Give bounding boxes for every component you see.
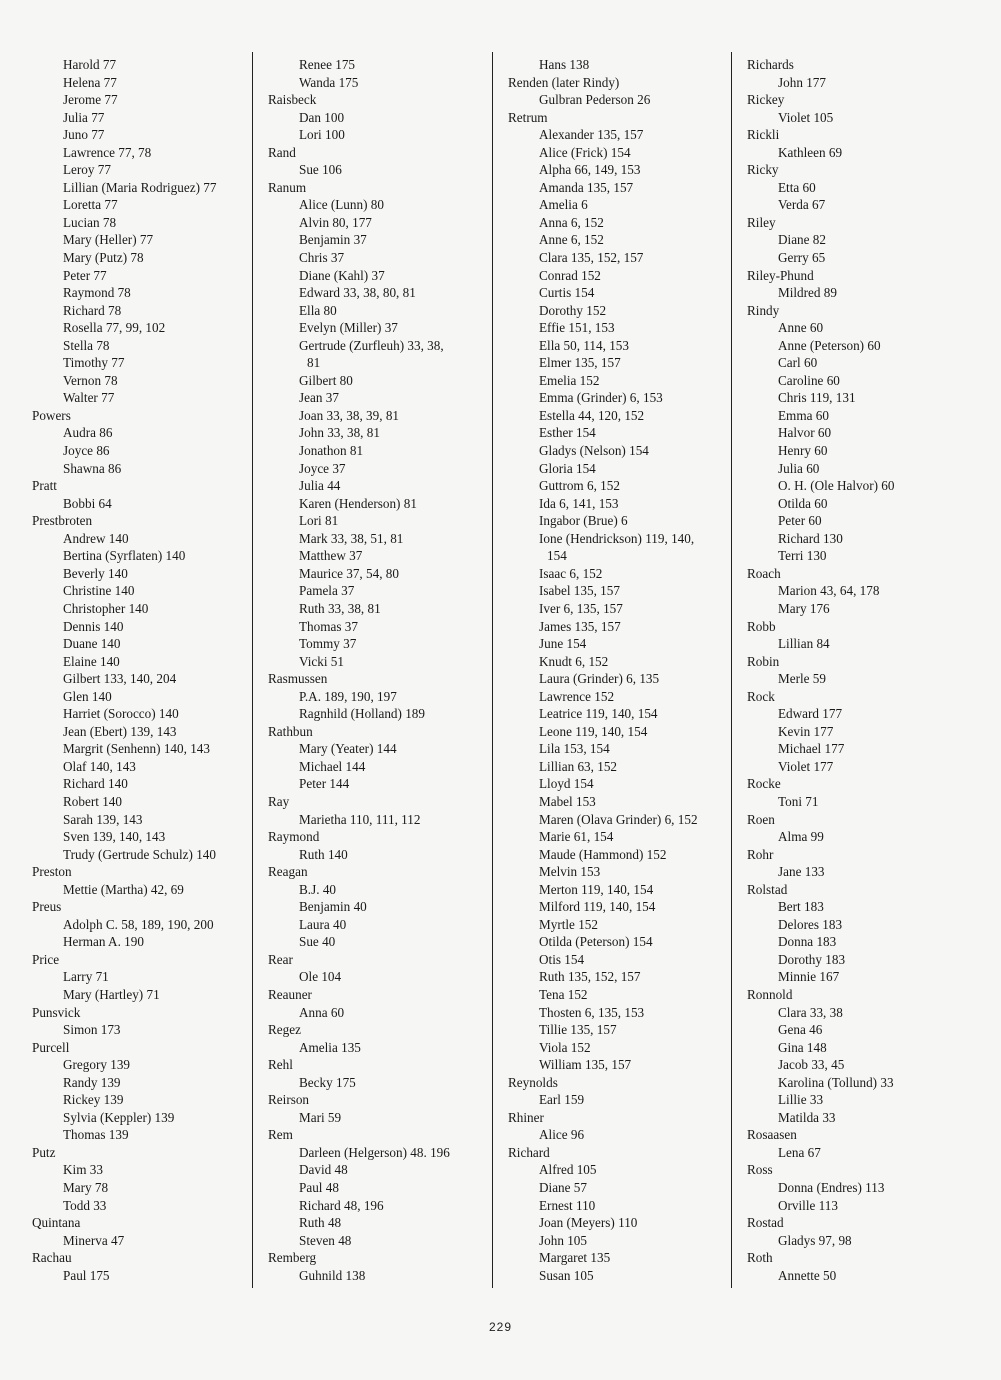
index-entry: Effie 151, 153 xyxy=(539,320,615,336)
index-entry: Pamela 37 xyxy=(299,583,355,599)
index-entry: Curtis 154 xyxy=(539,285,595,301)
index-entry: Lillian 63, 152 xyxy=(539,758,618,774)
surname-heading: Preston xyxy=(32,864,72,880)
index-entry: Renee 175 xyxy=(299,57,356,72)
index-entry-continuation: 154 xyxy=(547,548,567,564)
index-entry: John 33, 38, 81 xyxy=(299,425,380,441)
index-entry: Sylvia (Keppler) 139 xyxy=(63,1109,175,1125)
index-entry: Susan 105 xyxy=(539,1267,594,1283)
index-entry: Matilda 33 xyxy=(778,1109,836,1125)
surname-heading: Rolstad xyxy=(747,881,788,897)
surname-heading: Reagan xyxy=(268,864,308,880)
index-entry: Lillian 84 xyxy=(778,636,830,652)
index-entry: Richard 48, 196 xyxy=(299,1197,384,1213)
index-entry: Olaf 140, 143 xyxy=(63,758,136,774)
index-entry: Maurice 37, 54, 80 xyxy=(299,565,399,581)
index-entry: Mark 33, 38, 51, 81 xyxy=(299,530,404,546)
index-entry: Richard 140 xyxy=(63,776,128,792)
index-entry: James 135, 157 xyxy=(539,618,621,634)
index-entry: Todd 33 xyxy=(63,1197,107,1213)
index-entry: Rickey 139 xyxy=(63,1092,124,1108)
index-entry: Tommy 37 xyxy=(299,636,357,652)
index-entry: Karolina (Tollund) 33 xyxy=(778,1074,894,1090)
index-entry: Isabel 135, 157 xyxy=(539,583,620,599)
index-entry: Jean (Ebert) 139, 143 xyxy=(63,723,177,739)
surname-heading: Reauner xyxy=(268,986,312,1002)
index-entry: Raymond 78 xyxy=(63,285,131,301)
surname-heading: Rostad xyxy=(747,1215,784,1231)
index-entry: Lucian 78 xyxy=(63,214,117,230)
surname-heading: Putz xyxy=(32,1144,56,1160)
index-entry: Knudt 6, 152 xyxy=(539,653,609,669)
surname-heading: Rachau xyxy=(32,1250,72,1266)
surname-heading: Rem xyxy=(268,1127,293,1143)
index-entry: Darleen (Helgerson) 48. 196 xyxy=(299,1144,450,1160)
surname-heading: Renden (later Rindy) xyxy=(508,74,620,90)
index-entry: Earl 159 xyxy=(539,1092,585,1108)
column-divider xyxy=(492,52,493,1288)
index-entry: Annette 50 xyxy=(778,1267,837,1283)
index-entry: Michael 144 xyxy=(299,758,366,774)
surname-heading: Rear xyxy=(268,951,293,967)
index-entry: Alexander 135, 157 xyxy=(539,127,644,143)
index-entry: Sue 106 xyxy=(299,162,342,178)
index-entry: Alice (Frick) 154 xyxy=(539,144,631,160)
index-entry: Verda 67 xyxy=(778,197,826,213)
index-entry: Anne 60 xyxy=(778,320,824,336)
index-entry: Marion 43, 64, 178 xyxy=(778,583,880,599)
index-entry: Harold 77 xyxy=(63,57,117,72)
index-entry: Matthew 37 xyxy=(299,548,363,564)
surname-heading: Prestbroten xyxy=(32,513,93,529)
index-entry: Lila 153, 154 xyxy=(539,741,610,757)
index-column-2 xyxy=(268,56,486,1284)
index-entry: Marietha 110, 111, 112 xyxy=(299,811,421,827)
index-entry: Walter 77 xyxy=(63,390,115,406)
index-entry: Lawrence 152 xyxy=(539,688,615,704)
index-entry: Emma (Grinder) 6, 153 xyxy=(539,390,663,406)
index-entry: David 48 xyxy=(299,1162,348,1178)
index-entry: Diane 82 xyxy=(778,232,826,248)
index-entry: Kathleen 69 xyxy=(778,144,843,160)
surname-heading: Riley-Phund xyxy=(747,267,814,283)
index-entry: Leatrice 119, 140, 154 xyxy=(539,706,658,722)
index-entry: Conrad 152 xyxy=(539,267,601,283)
index-entry: Jonathon 81 xyxy=(299,443,364,459)
surname-heading: Rickey xyxy=(747,92,785,108)
surname-heading: Roach xyxy=(747,565,781,581)
index-entry: Chris 119, 131 xyxy=(778,390,856,406)
index-entry: Clara 33, 38 xyxy=(778,1004,843,1020)
index-entry: Gerry 65 xyxy=(778,250,826,266)
index-entry: Mary (Heller) 77 xyxy=(63,232,154,248)
index-entry: Duane 140 xyxy=(63,636,121,652)
index-entry: Estella 44, 120, 152 xyxy=(539,407,645,423)
index-entry: Hans 138 xyxy=(539,57,590,72)
index-entry: Etta 60 xyxy=(778,179,816,195)
index-entry: Ruth 33, 38, 81 xyxy=(299,600,381,616)
index-entry: William 135, 157 xyxy=(539,1057,632,1073)
index-entry: Dan 100 xyxy=(299,109,345,125)
index-entry: Lori 81 xyxy=(299,513,339,529)
surname-heading: Rasmussen xyxy=(268,671,328,687)
index-entry: Gina 148 xyxy=(778,1039,827,1055)
index-entry: Karen (Henderson) 81 xyxy=(299,495,417,511)
surname-heading: Rohr xyxy=(747,846,774,862)
index-entry: Julia 44 xyxy=(299,478,341,494)
index-entry: Joyce 86 xyxy=(63,443,110,459)
index-entry: Mary (Putz) 78 xyxy=(63,250,144,266)
surname-heading: Richard xyxy=(508,1144,550,1160)
index-entry: Viola 152 xyxy=(539,1039,591,1055)
index-entry: Ole 104 xyxy=(299,969,342,985)
index-entry: Amanda 135, 157 xyxy=(539,179,634,195)
index-entry: Thomas 139 xyxy=(63,1127,129,1143)
index-entry-continuation: 81 xyxy=(307,355,321,371)
surname-heading: Rock xyxy=(747,688,775,704)
index-entry: Sven 139, 140, 143 xyxy=(63,829,166,845)
index-entry: Thomas 37 xyxy=(299,618,358,634)
index-entry: Mary (Hartley) 71 xyxy=(63,986,160,1002)
surname-heading: Roth xyxy=(747,1250,773,1266)
index-entry: Benjamin 40 xyxy=(299,899,367,915)
index-entry: Becky 175 xyxy=(299,1074,356,1090)
surname-heading: Robin xyxy=(747,653,780,669)
surname-heading: Robb xyxy=(747,618,776,634)
index-entry: Emelia 152 xyxy=(539,372,600,388)
index-entry: Caroline 60 xyxy=(778,372,840,388)
index-entry: Joyce 37 xyxy=(299,460,346,476)
index-entry: Orville 113 xyxy=(778,1197,838,1213)
index-entry: Dennis 140 xyxy=(63,618,124,634)
index-entry: Benjamin 37 xyxy=(299,232,367,248)
index-entry: Minerva 47 xyxy=(63,1232,125,1248)
index-entry: Carl 60 xyxy=(778,355,818,371)
index-entry: Otilda 60 xyxy=(778,495,828,511)
surname-heading: Richards xyxy=(747,57,794,72)
page-number: 229 xyxy=(488,1320,513,1334)
index-entry: Alice (Lunn) 80 xyxy=(299,197,384,213)
index-entry: Otis 154 xyxy=(539,951,585,967)
surname-heading: Raisbeck xyxy=(268,92,317,108)
index-entry: Milford 119, 140, 154 xyxy=(539,899,656,915)
index-entry: Kevin 177 xyxy=(778,723,834,739)
index-entry: Lillian (Maria Rodriguez) 77 xyxy=(63,179,217,195)
index-entry: Herman A. 190 xyxy=(63,934,144,950)
index-entry: Ida 6, 141, 153 xyxy=(539,495,619,511)
index-entry: Alpha 66, 149, 153 xyxy=(539,162,641,178)
index-entry: Elaine 140 xyxy=(63,653,120,669)
index-entry: Shawna 86 xyxy=(63,460,122,476)
index-entry: Alfred 105 xyxy=(539,1162,597,1178)
index-entry: Vernon 78 xyxy=(63,372,118,388)
index-entry: Gulbran Pederson 26 xyxy=(539,92,651,108)
index-entry: John 177 xyxy=(778,74,826,90)
index-entry: Alice 96 xyxy=(539,1127,585,1143)
index-entry: Richard 78 xyxy=(63,302,122,318)
index-entry: Amelia 135 xyxy=(299,1039,361,1055)
index-entry: Melvin 153 xyxy=(539,864,601,880)
index-entry: Joan (Meyers) 110 xyxy=(539,1215,638,1231)
index-entry: Gregory 139 xyxy=(63,1057,131,1073)
index-entry: June 154 xyxy=(539,636,587,652)
index-entry: Violet 177 xyxy=(778,758,834,774)
index-column-1 xyxy=(32,56,250,1284)
index-entry: Donna 183 xyxy=(778,934,837,950)
index-entry: Robert 140 xyxy=(63,793,122,809)
surname-heading: Reirson xyxy=(268,1092,310,1108)
surname-heading: Ross xyxy=(747,1162,773,1178)
index-entry: Lori 100 xyxy=(299,127,345,143)
index-entry: P.A. 189, 190, 197 xyxy=(299,688,397,704)
index-entry: Mari 59 xyxy=(299,1109,342,1125)
index-entry: Margrit (Senhenn) 140, 143 xyxy=(63,741,210,757)
index-entry: Wanda 175 xyxy=(299,74,359,90)
index-entry: Jacob 33, 45 xyxy=(778,1057,845,1073)
index-entry: Richard 130 xyxy=(778,530,843,546)
surname-heading: Purcell xyxy=(32,1039,70,1055)
index-entry: Julia 77 xyxy=(63,109,105,125)
index-entry: Dorothy 183 xyxy=(778,951,846,967)
index-entry: Edward 177 xyxy=(778,706,843,722)
index-entry: Terri 130 xyxy=(778,548,827,564)
index-entry: Adolph C. 58, 189, 190, 200 xyxy=(63,916,214,932)
index-entry: Diane (Kahl) 37 xyxy=(299,267,385,283)
surname-heading: Ronnold xyxy=(747,986,793,1002)
index-entry: Ella 80 xyxy=(299,302,337,318)
surname-heading: Rosaasen xyxy=(747,1127,797,1143)
index-entry: Christopher 140 xyxy=(63,600,149,616)
index-entry: Esther 154 xyxy=(539,425,596,441)
index-entry: Timothy 77 xyxy=(63,355,125,371)
column-divider xyxy=(252,52,253,1288)
index-entry: Amelia 6 xyxy=(539,197,588,213)
index-entry: Julia 60 xyxy=(778,460,820,476)
surname-heading: Rehl xyxy=(268,1057,293,1073)
surname-heading: Reynolds xyxy=(508,1074,558,1090)
index-entry: Juno 77 xyxy=(63,127,105,143)
index-entry: Vicki 51 xyxy=(299,653,344,669)
index-entry: Evelyn (Miller) 37 xyxy=(299,320,398,336)
index-entry: Peter 144 xyxy=(299,776,350,792)
index-entry: Dorothy 152 xyxy=(539,302,607,318)
index-entry: Ragnhild (Holland) 189 xyxy=(299,706,425,722)
surname-heading: Rand xyxy=(268,144,296,160)
index-entry: Gladys (Nelson) 154 xyxy=(539,443,649,459)
index-entry: Michael 177 xyxy=(778,741,845,757)
index-entry: Anna 6, 152 xyxy=(539,214,604,230)
index-entry: Maren (Olava Grinder) 6, 152 xyxy=(539,811,698,827)
index-entry: Otilda (Peterson) 154 xyxy=(539,934,653,950)
index-entry: Toni 71 xyxy=(778,793,819,809)
index-entry: Elmer 135, 157 xyxy=(539,355,621,371)
index-entry: Mildred 89 xyxy=(778,285,837,301)
index-entry: Mary 78 xyxy=(63,1180,109,1195)
index-entry: Marie 61, 154 xyxy=(539,829,614,845)
surname-heading: Ray xyxy=(268,793,290,809)
index-entry: Trudy (Gertrude Schulz) 140 xyxy=(63,846,216,862)
index-entry: Alvin 80, 177 xyxy=(299,214,372,230)
index-entry: Isaac 6, 152 xyxy=(539,565,603,581)
index-entry: Thosten 6, 135, 153 xyxy=(539,1004,645,1020)
index-column-4 xyxy=(747,56,987,1284)
index-entry: Andrew 140 xyxy=(63,530,129,546)
surname-heading: Remberg xyxy=(268,1250,317,1266)
index-entry: Randy 139 xyxy=(63,1074,121,1090)
index-entry: B.J. 40 xyxy=(299,881,337,897)
surname-heading: Price xyxy=(32,951,60,967)
index-entry: Lena 67 xyxy=(778,1144,821,1160)
index-entry: Minnie 167 xyxy=(778,969,840,985)
index-entry: Leroy 77 xyxy=(63,162,111,178)
column-divider xyxy=(731,52,732,1288)
index-entry: Jane 133 xyxy=(778,864,825,880)
index-entry: Steven 48 xyxy=(299,1232,352,1248)
index-entry: Emma 60 xyxy=(778,407,829,423)
index-entry: O. H. (Ole Halvor) 60 xyxy=(778,478,895,494)
index-entry: Leone 119, 140, 154 xyxy=(539,723,648,739)
index-entry: Christine 140 xyxy=(63,583,135,599)
index-entry: Helena 77 xyxy=(63,74,117,90)
index-entry: Simon 173 xyxy=(63,1022,121,1038)
index-entry: Merle 59 xyxy=(778,671,826,687)
index-entry: Audra 86 xyxy=(63,425,113,441)
index-entry: Laura 40 xyxy=(299,916,347,932)
index-entry: Tena 152 xyxy=(539,986,588,1002)
index-entry: John 105 xyxy=(539,1232,587,1248)
index-entry: Kim 33 xyxy=(63,1162,103,1178)
index-entry: Merton 119, 140, 154 xyxy=(539,881,654,897)
index-entry: Bertina (Syrflaten) 140 xyxy=(63,548,186,564)
index-entry: Henry 60 xyxy=(778,443,828,459)
index-entry: Delores 183 xyxy=(778,916,843,932)
surname-heading: Pratt xyxy=(32,478,57,494)
index-entry: Myrtle 152 xyxy=(539,916,598,932)
index-entry: Harriet (Sorocco) 140 xyxy=(63,706,179,722)
index-entry: Clara 135, 152, 157 xyxy=(539,250,644,266)
surname-heading: Rocke xyxy=(747,776,781,792)
index-entry: Ruth 140 xyxy=(299,846,348,862)
index-entry: Bert 183 xyxy=(778,899,824,915)
surname-heading: Powers xyxy=(32,407,71,423)
index-entry: Peter 60 xyxy=(778,513,822,529)
index-column-3 xyxy=(508,56,726,1284)
index-entry: Guttrom 6, 152 xyxy=(539,478,620,494)
index-entry: Ruth 135, 152, 157 xyxy=(539,969,641,985)
index-entry: Tillie 135, 157 xyxy=(539,1022,617,1038)
surname-heading: Preus xyxy=(32,899,62,915)
surname-heading: Rhiner xyxy=(508,1109,544,1125)
index-entry: Anne (Peterson) 60 xyxy=(778,337,881,353)
index-entry: Gilbert 80 xyxy=(299,372,353,388)
surname-heading: Roen xyxy=(747,811,775,827)
index-entry: Bobbi 64 xyxy=(63,495,112,511)
index-entry: Larry 71 xyxy=(63,969,109,985)
index-entry: Diane 57 xyxy=(539,1180,587,1195)
index-entry: Jerome 77 xyxy=(63,92,118,108)
index-entry: Anne 6, 152 xyxy=(539,232,604,248)
surname-heading: Rindy xyxy=(747,302,780,318)
index-entry: Halvor 60 xyxy=(778,425,832,441)
index-entry: Sue 40 xyxy=(299,934,336,950)
index-entry: Anna 60 xyxy=(299,1004,345,1020)
index-entry: Mettie (Martha) 42, 69 xyxy=(63,881,184,897)
index-entry: Margaret 135 xyxy=(539,1250,611,1266)
index-entry: Iver 6, 135, 157 xyxy=(539,600,623,616)
index-entry: Paul 48 xyxy=(299,1180,339,1195)
surname-heading: Quintana xyxy=(32,1215,81,1231)
index-entry: Alma 99 xyxy=(778,829,824,845)
index-entry: Lillie 33 xyxy=(778,1092,824,1108)
index-entry: Stella 78 xyxy=(63,337,110,353)
index-entry: Violet 105 xyxy=(778,109,834,125)
index-entry: Beverly 140 xyxy=(63,565,128,581)
index-entry: Gilbert 133, 140, 204 xyxy=(63,671,177,687)
index-entry: Lloyd 154 xyxy=(539,776,594,792)
index-entry: Gladys 97, 98 xyxy=(778,1232,852,1248)
index-entry: Edward 33, 38, 80, 81 xyxy=(299,285,416,301)
surname-heading: Ricky xyxy=(747,162,779,178)
index-entry: Sarah 139, 143 xyxy=(63,811,143,827)
index-entry: Ruth 48 xyxy=(299,1215,342,1231)
index-entry: Maude (Hammond) 152 xyxy=(539,846,667,862)
index-entry: Chris 37 xyxy=(299,250,345,266)
index-entry: Joan 33, 38, 39, 81 xyxy=(299,407,400,423)
index-entry: Guhnild 138 xyxy=(299,1267,366,1283)
surname-heading: Raymond xyxy=(268,829,320,845)
index-entry: Mary (Yeater) 144 xyxy=(299,741,397,757)
index-entry: Gena 46 xyxy=(778,1022,823,1038)
index-entry: Glen 140 xyxy=(63,688,112,704)
index-entry: Gloria 154 xyxy=(539,460,596,476)
index-entry: Jean 37 xyxy=(299,390,339,406)
index-entry: Ione (Hendrickson) 119, 140, xyxy=(539,530,695,546)
index-entry: Mabel 153 xyxy=(539,793,596,809)
index-entry: Peter 77 xyxy=(63,267,107,283)
index-entry: Ella 50, 114, 153 xyxy=(539,337,629,353)
index-entry: Lawrence 77, 78 xyxy=(63,144,152,160)
surname-heading: Rathbun xyxy=(268,723,313,739)
surname-heading: Rickli xyxy=(747,127,780,143)
index-entry: Paul 175 xyxy=(63,1267,110,1283)
index-entry: Donna (Endres) 113 xyxy=(778,1180,885,1195)
index-entry: Ernest 110 xyxy=(539,1197,596,1213)
index-entry: Laura (Grinder) 6, 135 xyxy=(539,671,660,687)
index-entry: Rosella 77, 99, 102 xyxy=(63,320,166,336)
surname-heading: Riley xyxy=(747,214,776,230)
index-entry: Ingabor (Brue) 6 xyxy=(539,513,628,529)
surname-heading: Retrum xyxy=(508,109,548,125)
surname-heading: Regez xyxy=(268,1022,301,1038)
index-entry: Gertrude (Zurfleuh) 33, 38, xyxy=(299,337,444,353)
index-entry: Mary 176 xyxy=(778,600,830,616)
index-entry: Loretta 77 xyxy=(63,197,118,213)
surname-heading: Punsvick xyxy=(32,1004,81,1020)
surname-heading: Ranum xyxy=(268,179,307,195)
